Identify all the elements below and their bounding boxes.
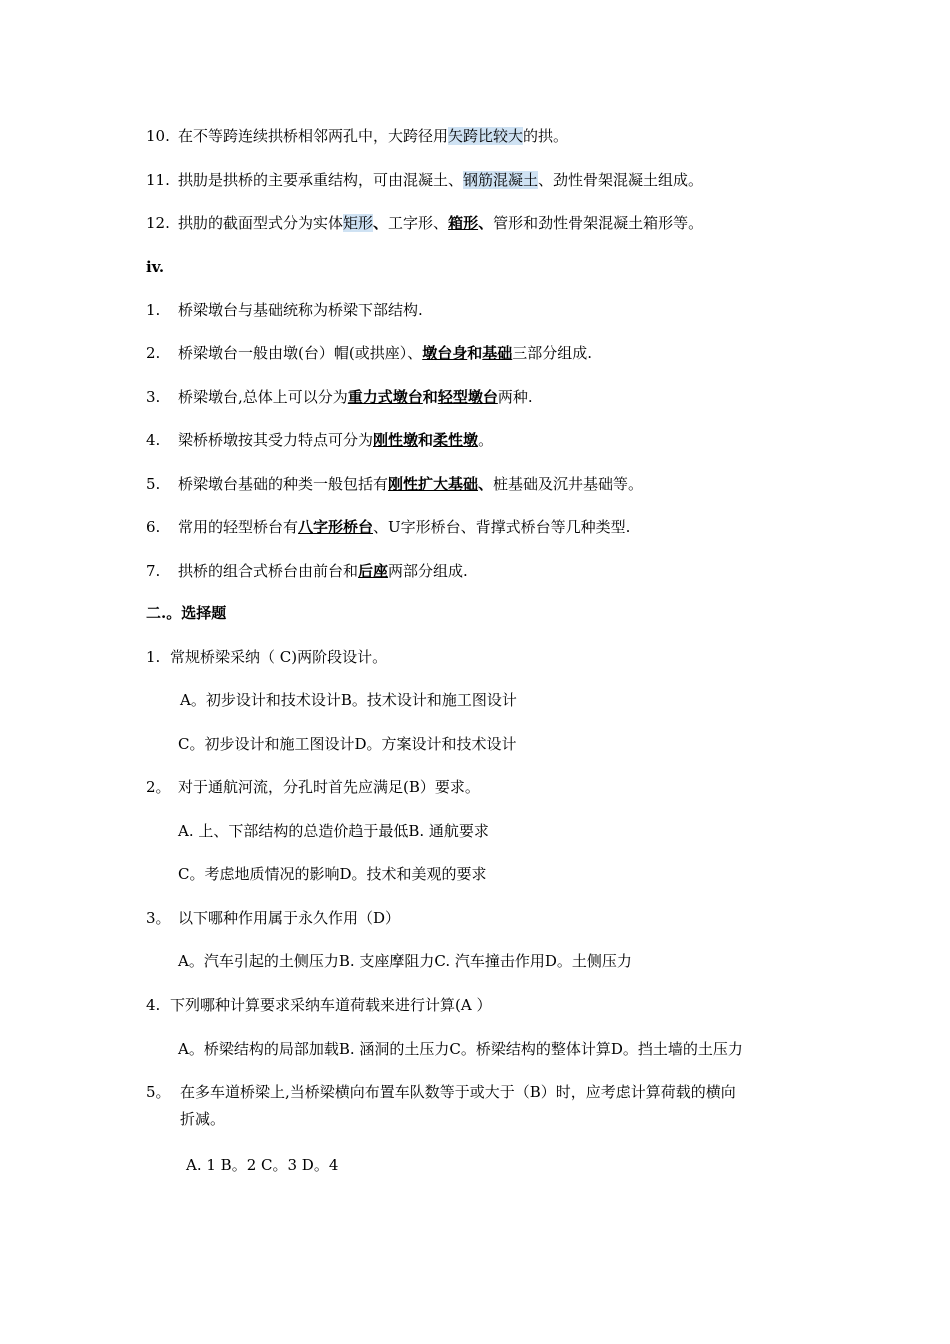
item-text-tail: 桩基础及沉井基础等。: [493, 475, 644, 493]
section-heading-iv: iv.: [146, 258, 165, 276]
item-text: 工字形、: [388, 214, 449, 232]
conjunction: 和: [467, 344, 483, 362]
conjunction: 和: [418, 431, 434, 449]
question-text: 对于通航河流，分孔时首先应满足(B）要求。: [178, 778, 480, 796]
highlighted-answer: 钢筋混凝土: [463, 171, 539, 189]
choice-options: A。桥梁结构的局部加载B. 涵洞的土压力C。桥梁结构的整体计算D。挡土墙的土压力: [178, 1040, 743, 1058]
underlined-answer: 轻型墩台: [437, 388, 498, 406]
item-text-tail: 三部分组成.: [512, 344, 593, 362]
fill-item-11: [146, 169, 703, 191]
item-number: 3。: [146, 909, 171, 927]
item-number: 3.: [146, 388, 161, 406]
choice-question-4: [146, 994, 491, 1016]
question-text: 以下哪种作用属于永久作用（D）: [178, 909, 401, 927]
choice-options: A. 1 B。2 C。3 D。4: [186, 1156, 339, 1174]
choice-options: C。初步设计和施工图设计D。方案设计和技术设计: [178, 735, 517, 753]
item-text: 拱肋的截面型式分为实体: [178, 214, 344, 232]
underlined-answer: 刚性扩大基础: [388, 475, 479, 493]
item-number: 11.: [146, 171, 170, 189]
iv-item-2: [146, 342, 592, 364]
choice-question-3: [146, 907, 400, 929]
fill-item-12: [146, 212, 703, 234]
choice-question-5: [146, 1081, 736, 1103]
item-number: 2。: [146, 778, 171, 796]
item-number: 1.: [146, 648, 161, 666]
item-text: 桥梁墩台,总体上可以分为: [178, 388, 348, 406]
iv-item-7: [146, 560, 468, 582]
conjunction: 和: [422, 388, 438, 406]
item-text-tail: 两部分组成.: [388, 562, 468, 580]
item-text: 桥梁墩台与基础统称为桥梁下部结构.: [178, 301, 423, 319]
underlined-answer: 后座: [358, 562, 389, 580]
item-text: 桥梁墩台基础的种类一般包括有: [178, 475, 389, 493]
separator: 、: [478, 214, 494, 232]
highlighted-answer: 矩形: [343, 214, 374, 232]
item-number: 1.: [146, 301, 161, 319]
choice-options: A. 上、下部结构的总造价趋于最低B. 通航要求: [178, 822, 489, 840]
choice-options: A。初步设计和技术设计B。技术设计和施工图设计: [180, 691, 517, 709]
choice-question-2: [146, 776, 480, 798]
separator: 、: [373, 214, 389, 232]
item-number: 5。: [146, 1083, 171, 1101]
separator: 、: [478, 475, 494, 493]
item-text: 在不等跨连续拱桥相邻两孔中，大跨径用: [178, 127, 449, 145]
question-text-continued: 折减。: [180, 1110, 226, 1128]
question-text: 在多车道桥梁上,当桥梁横向布置车队数等于或大于（B）时，应考虑计算荷载的横向: [180, 1083, 736, 1101]
highlighted-answer: 矢跨比较大: [448, 127, 524, 145]
iv-item-1: [146, 299, 423, 321]
choice-question-1: [146, 646, 387, 668]
item-text: 常用的轻型桥台有: [178, 518, 299, 536]
question-text: 常规桥梁采纳（ C)两阶段设计。: [170, 648, 388, 666]
item-text-tail: 的拱。: [523, 127, 569, 145]
fill-item-10: [146, 125, 568, 147]
item-number: 6.: [146, 518, 161, 536]
iv-item-5: [146, 473, 643, 495]
iv-item-3: [146, 386, 533, 408]
item-text: 桥梁墩台一般由墩(台）帽(或拱座）、: [178, 344, 423, 362]
item-text-tail: 、U字形桥台、背撑式桥台等几种类型.: [373, 518, 631, 536]
item-number: 7.: [146, 562, 161, 580]
item-number: 12.: [146, 214, 170, 232]
underlined-answer: 墩台身: [422, 344, 468, 362]
item-number: 10.: [146, 127, 170, 145]
item-number: 2.: [146, 344, 161, 362]
iv-item-4: [146, 429, 493, 451]
underlined-answer: 柔性墩: [433, 431, 479, 449]
item-text-tail: 、劲性骨架混凝土组成。: [538, 171, 704, 189]
item-number: 4.: [146, 431, 161, 449]
underlined-answer: 箱形: [448, 214, 479, 232]
item-text-tail: 。: [478, 431, 494, 449]
underlined-answer: 基础: [482, 344, 513, 362]
choice-options: A。汽车引起的土侧压力B. 支座摩阻力C. 汽车撞击作用D。土侧压力: [178, 952, 632, 970]
item-text: 梁桥桥墩按其受力特点可分为: [178, 431, 374, 449]
question-text: 下列哪种计算要求采纳车道荷载来进行计算(A ）: [170, 996, 492, 1014]
underlined-answer: 刚性墩: [373, 431, 419, 449]
item-text: 拱肋是拱桥的主要承重结构，可由混凝土、: [178, 171, 464, 189]
item-number: 4.: [146, 996, 161, 1014]
iv-item-6: [146, 516, 630, 538]
choice-options: C。考虑地质情况的影响D。技术和美观的要求: [178, 865, 487, 883]
section-heading-choice: 二.。选择题: [146, 604, 227, 622]
underlined-answer: 重力式墩台: [347, 388, 423, 406]
item-number: 5.: [146, 475, 161, 493]
underlined-answer: 八字形桥台: [298, 518, 374, 536]
item-text-tail: 管形和劲性骨架混凝土箱形等。: [493, 214, 704, 232]
item-text: 拱桥的组合式桥台由前台和: [178, 562, 359, 580]
item-text-tail: 两种.: [497, 388, 533, 406]
